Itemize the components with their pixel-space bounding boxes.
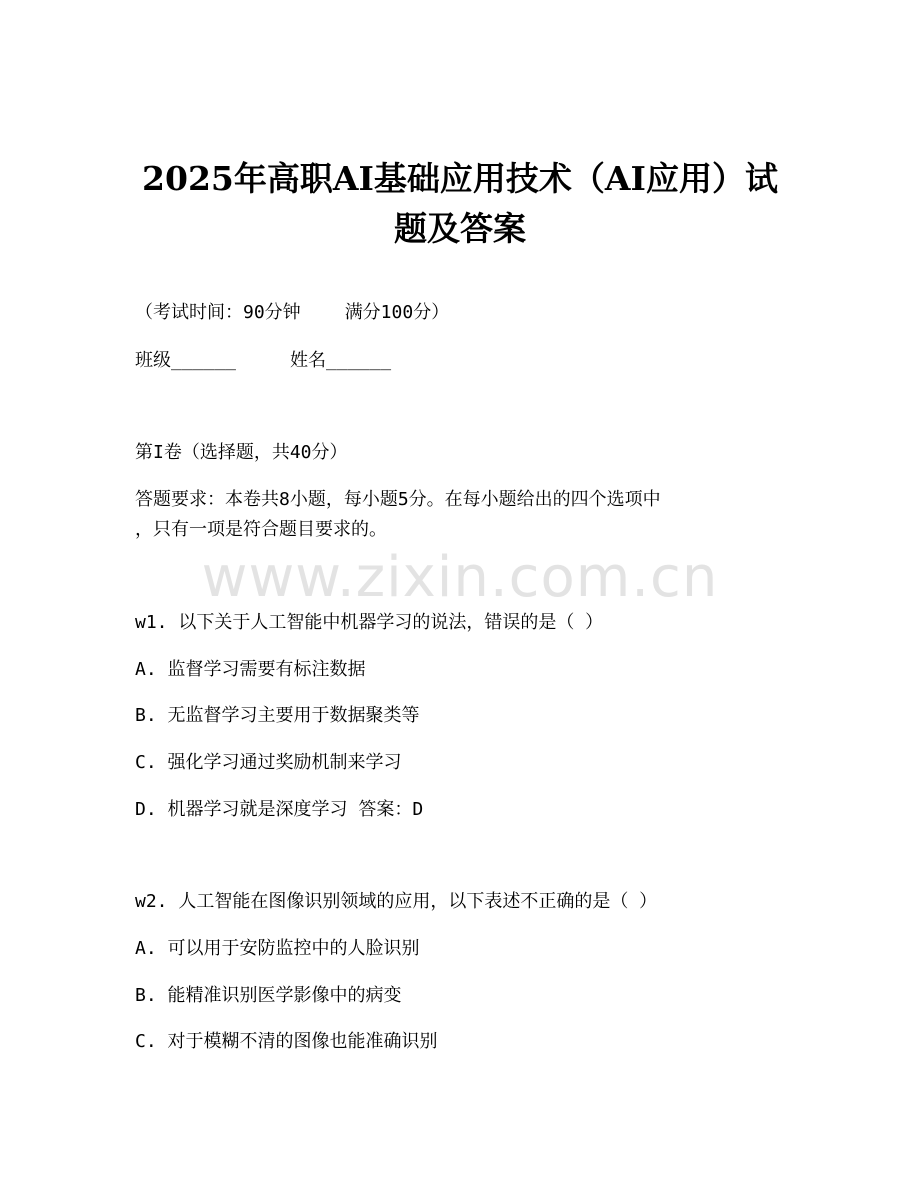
question-2-option-a: A. 可以用于安防监控中的人脸识别 — [135, 938, 420, 959]
question-2-option-b: B. 能精准识别医学影像中的病变 — [135, 985, 402, 1006]
question-1-option-c: C. 强化学习通过奖励机制来学习 — [135, 752, 402, 773]
document-title-line-1: 2025年高职AI基础应用技术（AI应用）试 — [142, 159, 778, 198]
question-1-stem: w1. 以下关于人工智能中机器学习的说法，错误的是（ ） — [135, 612, 604, 633]
name-field: 姓名______ — [290, 350, 392, 371]
document-title-line-2: 题及答案 — [394, 209, 526, 248]
question-1-option-b: B. 无监督学习主要用于数据聚类等 — [135, 705, 420, 726]
instructions-line-1: 答题要求：本卷共8小题，每小题5分。在每小题给出的四个选项中 — [135, 489, 661, 510]
question-1-option-d: D. 机器学习就是深度学习 答案：D — [135, 799, 424, 820]
exam-full-score: 满分100分） — [344, 302, 450, 323]
watermark: www.zixin.com.cn — [201, 545, 719, 610]
question-2-option-c: C. 对于模糊不清的图像也能准确识别 — [135, 1031, 438, 1052]
exam-info — [135, 303, 449, 323]
section-title: 第I卷（选择题，共40分） — [135, 442, 348, 463]
exam-time: （考试时间：90分钟 — [135, 302, 301, 323]
student-fields — [135, 351, 391, 371]
question-2-stem: w2. 人工智能在图像识别领域的应用，以下表述不正确的是（ ） — [135, 891, 658, 912]
question-1-option-a: A. 监督学习需要有标注数据 — [135, 659, 366, 680]
instructions-line-2: ，只有一项是符合题目要求的。 — [135, 519, 387, 540]
class-field: 班级______ — [135, 350, 237, 371]
